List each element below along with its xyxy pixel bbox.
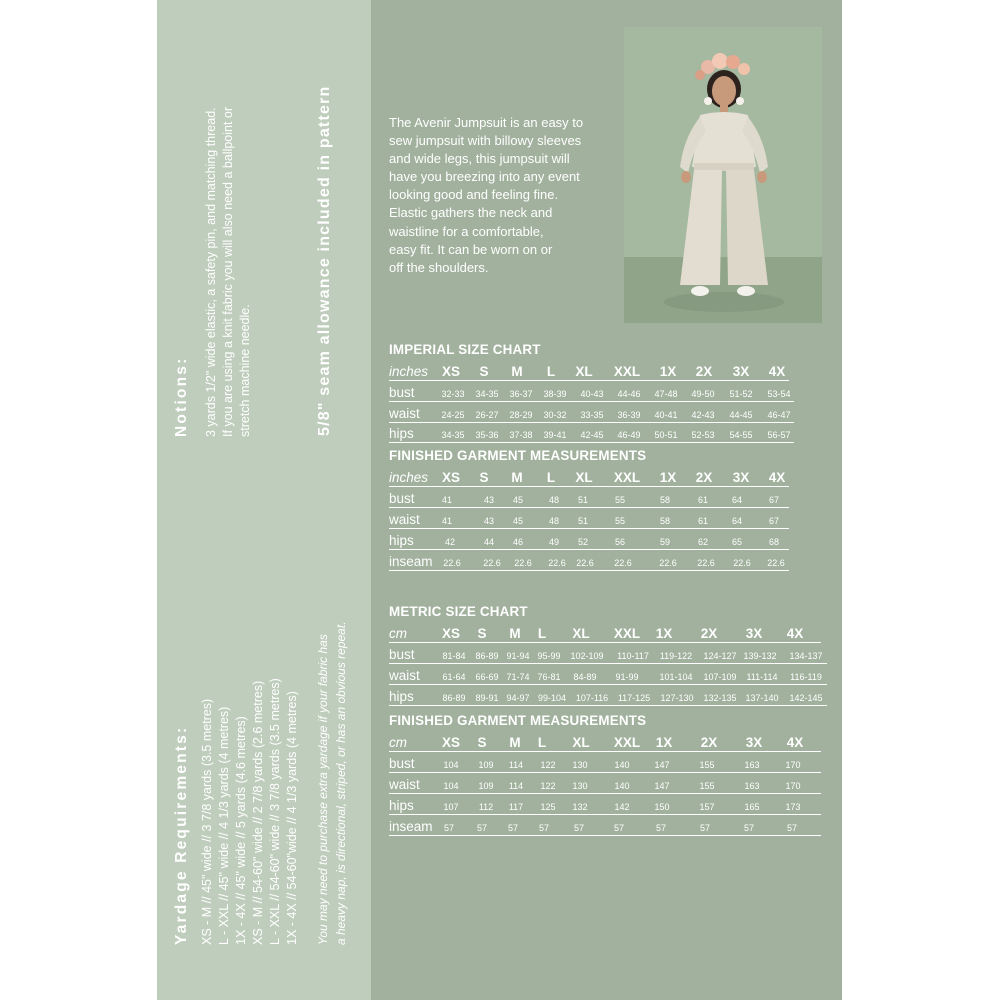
table-cell: 104 <box>443 760 459 770</box>
table-cell: 91-99 <box>615 672 639 682</box>
table-cell: 107 <box>443 802 459 812</box>
table-cell: 36-39 <box>617 410 641 420</box>
row-label: waist <box>389 512 420 527</box>
description-line: looking good and feeling fine. <box>389 187 559 203</box>
size-heading: 4X <box>768 470 786 485</box>
table-row <box>389 665 827 685</box>
table-cell: 67 <box>768 495 780 505</box>
size-heading: XS <box>441 470 461 485</box>
row-rule <box>389 663 827 664</box>
size-heading: 2X <box>695 470 713 485</box>
table-cell: 165 <box>744 802 760 812</box>
size-heading: M <box>511 470 523 485</box>
table-row <box>389 509 789 529</box>
table-cell: 114 <box>508 760 524 770</box>
table-cell: 114 <box>508 781 524 791</box>
table-cell: 22.6 <box>443 558 461 568</box>
size-heading: S <box>479 470 489 485</box>
table-row <box>389 551 789 571</box>
unit-label: inches <box>389 470 429 485</box>
description-line: easy fit. It can be worn on or <box>389 241 553 257</box>
notions-title: Notions: <box>173 356 190 437</box>
size-heading: XXL <box>613 626 641 641</box>
size-header-row <box>389 623 821 643</box>
finished-garment-cm-title: FINISHED GARMENT MEASUREMENTS <box>389 713 647 728</box>
yardage-line: 1X - 4X // 54-60"wide // 4 1/3 yards (4 metres) <box>285 691 299 945</box>
description-line: waistline for a comfortable, <box>389 223 544 239</box>
size-heading: M <box>511 364 523 379</box>
table-cell: 109 <box>478 781 494 791</box>
table-row <box>389 753 821 773</box>
table-cell: 52-53 <box>691 430 715 440</box>
row-rule <box>389 380 789 381</box>
seam-allowance-note: 5/8" seam allowance included in pattern <box>316 85 333 436</box>
table-cell: 32-33 <box>441 389 465 399</box>
table-cell: 38-39 <box>543 389 567 399</box>
table-row <box>389 530 789 550</box>
description-line: off the shoulders. <box>389 259 489 275</box>
table-cell: 117 <box>508 802 524 812</box>
table-cell: 112 <box>478 802 494 812</box>
metric-size-chart-title: METRIC SIZE CHART <box>389 604 528 619</box>
size-heading: 1X <box>659 470 677 485</box>
table-cell: 44 <box>483 537 495 547</box>
table-cell: 132 <box>572 802 588 812</box>
size-heading: L <box>537 626 547 641</box>
table-cell: 45 <box>512 516 524 526</box>
row-label: bust <box>389 385 415 400</box>
table-cell: 47-48 <box>654 389 678 399</box>
size-heading: 2X <box>700 626 718 641</box>
size-heading: XXL <box>613 735 641 750</box>
table-cell: 51 <box>577 516 589 526</box>
table-cell: 43 <box>483 495 495 505</box>
size-heading: XS <box>441 626 461 641</box>
table-cell: 89-91 <box>475 693 499 703</box>
table-cell: 22.6 <box>483 558 501 568</box>
table-cell: 22.6 <box>697 558 715 568</box>
row-rule <box>389 705 827 706</box>
table-cell: 61 <box>697 516 709 526</box>
fabric-note-line: a heavy nap, is directional, striped, or has an obvious repeat. <box>334 621 348 945</box>
size-heading: XXL <box>613 364 641 379</box>
row-rule <box>389 814 821 815</box>
table-cell: 44-46 <box>617 389 641 399</box>
table-cell: 125 <box>540 802 556 812</box>
size-heading: XS <box>441 364 461 379</box>
table-row <box>389 423 794 443</box>
table-cell: 49-50 <box>691 389 715 399</box>
table-cell: 40-41 <box>654 410 678 420</box>
size-heading: M <box>509 735 521 750</box>
table-cell: 142 <box>614 802 630 812</box>
table-cell: 119-122 <box>659 651 693 661</box>
table-cell: 51 <box>577 495 589 505</box>
row-label: hips <box>389 426 414 441</box>
table-cell: 139-132 <box>743 651 777 661</box>
table-cell: 116-119 <box>790 672 822 682</box>
row-label: waist <box>389 777 420 792</box>
unit-label: inches <box>389 364 429 379</box>
table-cell: 52 <box>577 537 589 547</box>
row-rule <box>389 442 794 443</box>
table-cell: 142-145 <box>789 693 823 703</box>
table-cell: 55 <box>614 516 626 526</box>
table-cell: 107-116 <box>575 693 609 703</box>
table-row <box>389 403 794 423</box>
table-cell: 42-43 <box>691 410 715 420</box>
table-cell: 22.6 <box>767 558 785 568</box>
table-cell: 45 <box>512 495 524 505</box>
table-cell: 137-140 <box>745 693 779 703</box>
table-cell: 22.6 <box>514 558 532 568</box>
table-cell: 94-97 <box>506 693 530 703</box>
table-cell: 43 <box>483 516 495 526</box>
size-heading: 1X <box>659 364 677 379</box>
row-rule <box>389 486 789 487</box>
row-rule <box>389 642 821 643</box>
size-heading: L <box>546 470 556 485</box>
table-cell: 55 <box>614 495 626 505</box>
table-cell: 130 <box>572 781 588 791</box>
table-row <box>389 774 821 794</box>
size-heading: 4X <box>786 626 804 641</box>
table-cell: 66-69 <box>475 672 499 682</box>
yardage-line: L - XXL // 45" wide // 4 1/3 yards (4 metres) <box>217 706 231 945</box>
table-cell: 34-35 <box>441 430 465 440</box>
table-cell: 127-130 <box>660 693 694 703</box>
size-heading: 4X <box>786 735 804 750</box>
size-heading: XL <box>575 470 593 485</box>
table-cell: 54-55 <box>729 430 753 440</box>
table-cell: 117-125 <box>617 693 651 703</box>
notions-line: stretch machine needle. <box>238 304 252 437</box>
table-cell: 22.6 <box>659 558 677 568</box>
size-heading: 3X <box>745 626 763 641</box>
table-cell: 57 <box>476 823 488 833</box>
imperial-size-chart-title: IMPERIAL SIZE CHART <box>389 342 541 357</box>
size-heading: 1X <box>655 735 673 750</box>
table-cell: 36-37 <box>509 389 533 399</box>
table-row <box>389 644 827 664</box>
table-cell: 62 <box>697 537 709 547</box>
table-cell: 64 <box>731 495 743 505</box>
table-cell: 57 <box>699 823 711 833</box>
table-cell: 57 <box>538 823 550 833</box>
row-rule <box>389 684 827 685</box>
row-label: hips <box>389 798 414 813</box>
table-cell: 67 <box>768 516 780 526</box>
size-heading: XS <box>441 735 461 750</box>
table-cell: 95-99 <box>537 651 561 661</box>
table-cell: 58 <box>659 495 671 505</box>
table-cell: 157 <box>699 802 715 812</box>
size-heading: XL <box>572 735 590 750</box>
table-cell: 91-94 <box>506 651 530 661</box>
table-cell: 57 <box>613 823 625 833</box>
table-cell: 56 <box>614 537 626 547</box>
row-label: bust <box>389 647 415 662</box>
unit-label: cm <box>389 626 407 641</box>
size-heading: 4X <box>768 364 786 379</box>
table-cell: 104 <box>443 781 459 791</box>
model-photo <box>624 27 822 323</box>
table-cell: 40-43 <box>580 389 604 399</box>
size-heading: XL <box>575 364 593 379</box>
description-line: Elastic gathers the neck and <box>389 205 553 221</box>
table-cell: 111-114 <box>746 672 778 682</box>
pattern-description <box>389 114 619 277</box>
table-cell: 61-64 <box>442 672 466 682</box>
table-cell: 56-57 <box>767 430 791 440</box>
table-cell: 101-104 <box>659 672 693 682</box>
row-rule <box>389 793 821 794</box>
table-cell: 34-35 <box>475 389 499 399</box>
row-rule <box>389 772 821 773</box>
table-cell: 46-49 <box>617 430 641 440</box>
row-rule <box>389 528 789 529</box>
table-cell: 33-35 <box>580 410 604 420</box>
table-row <box>389 686 827 706</box>
model-illustration <box>624 27 822 323</box>
table-cell: 76-81 <box>537 672 561 682</box>
yardage-line: XS - M // 54-60" wide // 2 7/8 yards (2.6 metres) <box>251 680 265 945</box>
table-cell: 48 <box>548 495 560 505</box>
table-cell: 22.6 <box>614 558 632 568</box>
table-cell: 155 <box>699 760 715 770</box>
size-heading: S <box>477 626 487 641</box>
table-cell: 122 <box>540 781 556 791</box>
row-rule <box>389 835 821 836</box>
table-cell: 132-135 <box>703 693 737 703</box>
notions-line: 3 yards 1/2" wide elastic, a safety pin, and matching thread. <box>204 107 218 437</box>
table-cell: 124-127 <box>703 651 737 661</box>
size-header-row <box>389 361 789 381</box>
finished-garment-inches-title: FINISHED GARMENT MEASUREMENTS <box>389 448 647 463</box>
table-cell: 46 <box>512 537 524 547</box>
size-heading: 3X <box>745 735 763 750</box>
table-cell: 48 <box>548 516 560 526</box>
table-cell: 26-27 <box>475 410 499 420</box>
table-cell: 22.6 <box>733 558 751 568</box>
table-cell: 81-84 <box>442 651 466 661</box>
table-cell: 57 <box>573 823 585 833</box>
table-cell: 170 <box>785 781 801 791</box>
size-heading: L <box>546 364 556 379</box>
table-cell: 30-32 <box>543 410 567 420</box>
table-cell: 50-51 <box>654 430 678 440</box>
table-cell: 44-45 <box>729 410 753 420</box>
table-cell: 86-89 <box>475 651 499 661</box>
table-cell: 147 <box>654 760 670 770</box>
table-cell: 68 <box>768 537 780 547</box>
row-rule <box>389 570 789 571</box>
size-heading: L <box>537 735 547 750</box>
table-cell: 147 <box>654 781 670 791</box>
table-row <box>389 382 794 402</box>
fabric-note-line: You may need to purchase extra yardage if your fabric has <box>316 634 330 945</box>
table-row <box>389 488 789 508</box>
row-label: waist <box>389 406 420 421</box>
table-row <box>389 816 821 836</box>
table-cell: 42 <box>444 537 456 547</box>
row-label: inseam <box>389 554 433 569</box>
table-cell: 22.6 <box>576 558 594 568</box>
size-heading: XL <box>572 626 590 641</box>
table-cell: 57 <box>743 823 755 833</box>
table-cell: 140 <box>614 760 630 770</box>
row-label: hips <box>389 689 414 704</box>
table-cell: 122 <box>540 760 556 770</box>
table-cell: 39-41 <box>543 430 567 440</box>
table-cell: 155 <box>699 781 715 791</box>
table-cell: 57 <box>655 823 667 833</box>
table-cell: 58 <box>659 516 671 526</box>
table-cell: 57 <box>786 823 798 833</box>
row-rule <box>389 751 821 752</box>
table-cell: 37-38 <box>509 430 533 440</box>
table-cell: 41 <box>441 516 453 526</box>
size-heading: 3X <box>732 364 750 379</box>
table-cell: 51-52 <box>729 389 753 399</box>
table-cell: 61 <box>697 495 709 505</box>
size-heading: 1X <box>655 626 673 641</box>
size-heading: S <box>479 364 489 379</box>
row-label: inseam <box>389 819 433 834</box>
row-label: bust <box>389 756 415 771</box>
yardage-title: Yardage Requirements: <box>173 725 190 945</box>
table-cell: 99-104 <box>537 693 567 703</box>
table-cell: 57 <box>443 823 455 833</box>
yardage-line: 1X - 4X // 45" wide // 5 yards (4.6 metres) <box>234 716 248 945</box>
table-cell: 41 <box>441 495 453 505</box>
table-cell: 64 <box>731 516 743 526</box>
table-cell: 24-25 <box>441 410 465 420</box>
row-rule <box>389 401 794 402</box>
table-cell: 49 <box>548 537 560 547</box>
table-cell: 150 <box>654 802 670 812</box>
size-header-row <box>389 467 789 487</box>
size-heading: 3X <box>732 470 750 485</box>
yardage-line: L - XXL // 54-60" wide // 3 7/8 yards (3.5 metres) <box>268 678 282 945</box>
description-line: sew jumpsuit with billowy sleeves <box>389 133 582 149</box>
table-cell: 102-109 <box>570 651 604 661</box>
unit-label: cm <box>389 735 407 750</box>
row-rule <box>389 507 789 508</box>
table-cell: 173 <box>785 802 801 812</box>
description-line: have you breezing into any event <box>389 169 580 185</box>
table-cell: 22.6 <box>548 558 566 568</box>
table-cell: 107-109 <box>703 672 737 682</box>
table-cell: 53-54 <box>767 389 791 399</box>
table-cell: 86-89 <box>442 693 466 703</box>
size-heading: S <box>477 735 487 750</box>
table-cell: 65 <box>731 537 743 547</box>
table-cell: 46-47 <box>767 410 791 420</box>
row-label: bust <box>389 491 415 506</box>
size-heading: M <box>509 626 521 641</box>
table-cell: 59 <box>659 537 671 547</box>
table-row <box>389 795 821 815</box>
table-cell: 170 <box>785 760 801 770</box>
table-cell: 57 <box>507 823 519 833</box>
table-cell: 35-36 <box>475 430 499 440</box>
table-cell: 84-89 <box>573 672 597 682</box>
size-heading: 2X <box>700 735 718 750</box>
description-line: The Avenir Jumpsuit is an easy to <box>389 115 584 130</box>
size-heading: 2X <box>695 364 713 379</box>
table-cell: 110-117 <box>617 651 649 661</box>
table-cell: 28-29 <box>509 410 533 420</box>
row-label: hips <box>389 533 414 548</box>
table-cell: 163 <box>744 760 760 770</box>
table-cell: 140 <box>614 781 630 791</box>
row-rule <box>389 549 789 550</box>
table-cell: 109 <box>478 760 494 770</box>
size-heading: XXL <box>613 470 641 485</box>
table-cell: 42-45 <box>580 430 604 440</box>
row-label: waist <box>389 668 420 683</box>
table-cell: 134-137 <box>789 651 823 661</box>
yardage-line: XS - M // 45" wide // 3 7/8 yards (3.5 metres) <box>200 698 214 945</box>
table-cell: 163 <box>744 781 760 791</box>
notions-line: If you are using a knit fabric you will also need a ballpoint or <box>221 106 235 437</box>
table-cell: 71-74 <box>506 672 530 682</box>
description-line: and wide legs, this jumpsuit will <box>389 151 570 167</box>
size-header-row <box>389 732 821 752</box>
table-cell: 130 <box>572 760 588 770</box>
